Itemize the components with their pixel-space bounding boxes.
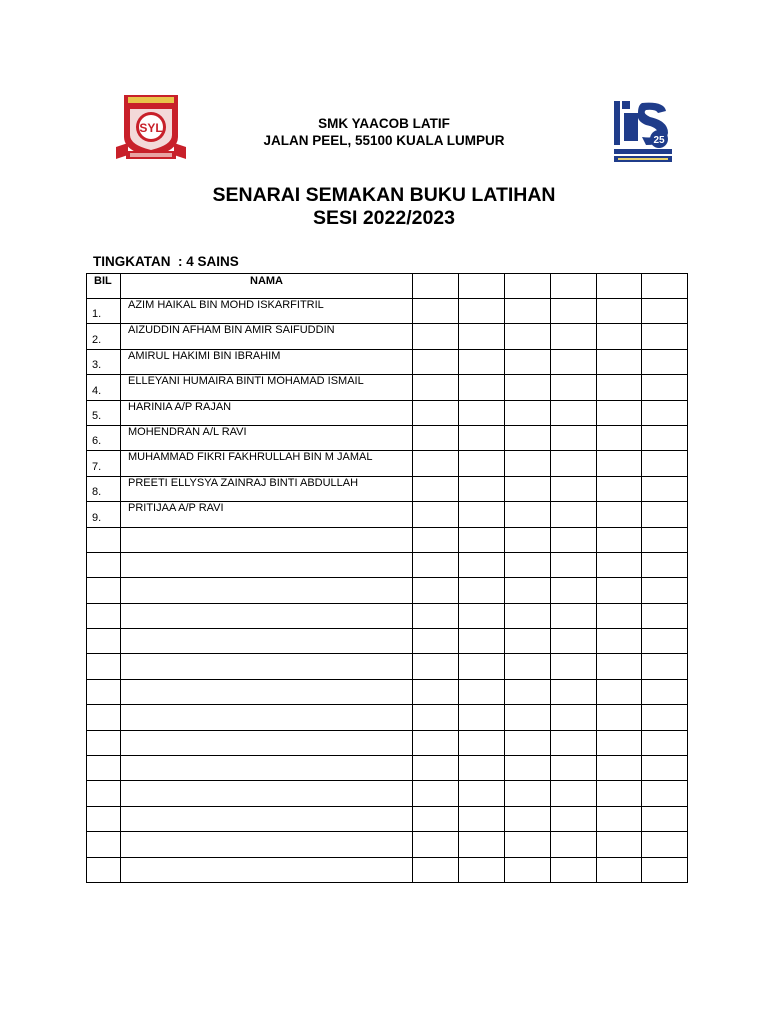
student-name: AMIRUL HAKIMI BIN IBRAHIM bbox=[121, 349, 413, 374]
check-cell bbox=[413, 756, 459, 781]
check-cell bbox=[642, 425, 688, 450]
row-number bbox=[87, 832, 121, 857]
check-cell bbox=[642, 629, 688, 654]
check-cell bbox=[551, 578, 597, 603]
check-cell bbox=[413, 527, 459, 552]
table-row bbox=[87, 349, 688, 374]
check-cell bbox=[413, 375, 459, 400]
check-cell bbox=[597, 806, 642, 831]
table-row bbox=[87, 756, 688, 781]
check-cell bbox=[597, 425, 642, 450]
title-line-1: SENARAI SEMAKAN BUKU LATIHAN bbox=[212, 184, 556, 206]
check-cell bbox=[642, 324, 688, 349]
check-cell bbox=[551, 781, 597, 806]
check-cell bbox=[505, 375, 551, 400]
document-title bbox=[0, 184, 768, 230]
check-cell bbox=[642, 654, 688, 679]
check-cell bbox=[551, 451, 597, 476]
check-cell bbox=[505, 425, 551, 450]
check-cell bbox=[597, 629, 642, 654]
table-row bbox=[87, 629, 688, 654]
table-header-row bbox=[87, 274, 688, 299]
table-row bbox=[87, 375, 688, 400]
bil-header: BIL bbox=[87, 274, 121, 299]
student-name bbox=[121, 629, 413, 654]
check-cell bbox=[642, 451, 688, 476]
check-cell bbox=[642, 578, 688, 603]
row-number: 4. bbox=[87, 375, 121, 400]
check-column-header bbox=[597, 274, 642, 299]
check-cell bbox=[642, 349, 688, 374]
check-cell bbox=[459, 832, 505, 857]
check-cell bbox=[413, 552, 459, 577]
check-column-header bbox=[413, 274, 459, 299]
check-cell bbox=[459, 705, 505, 730]
check-cell bbox=[459, 425, 505, 450]
table-row bbox=[87, 299, 688, 324]
check-cell bbox=[413, 705, 459, 730]
check-cell bbox=[551, 299, 597, 324]
check-cell bbox=[642, 730, 688, 755]
check-cell bbox=[459, 451, 505, 476]
student-name: AIZUDDIN AFHAM BIN AMIR SAIFUDDIN bbox=[121, 324, 413, 349]
student-name bbox=[121, 806, 413, 831]
check-cell bbox=[413, 629, 459, 654]
table-row bbox=[87, 857, 688, 882]
check-cell bbox=[459, 375, 505, 400]
check-cell bbox=[505, 552, 551, 577]
row-number bbox=[87, 527, 121, 552]
check-cell bbox=[413, 324, 459, 349]
student-name bbox=[121, 654, 413, 679]
student-name bbox=[121, 705, 413, 730]
check-cell bbox=[597, 349, 642, 374]
check-cell bbox=[642, 502, 688, 527]
student-name: AZIM HAIKAL BIN MOHD ISKARFITRIL bbox=[121, 299, 413, 324]
student-name bbox=[121, 730, 413, 755]
student-name: HARINIA A/P RAJAN bbox=[121, 400, 413, 425]
student-name bbox=[121, 578, 413, 603]
student-name: MUHAMMAD FIKRI FAKHRULLAH BIN M JAMAL bbox=[121, 451, 413, 476]
row-number bbox=[87, 603, 121, 628]
check-cell bbox=[413, 857, 459, 882]
table-row bbox=[87, 679, 688, 704]
check-cell bbox=[642, 603, 688, 628]
check-cell bbox=[597, 552, 642, 577]
table-row bbox=[87, 476, 688, 501]
check-cell bbox=[459, 857, 505, 882]
student-name bbox=[121, 603, 413, 628]
row-number bbox=[87, 857, 121, 882]
check-cell bbox=[413, 502, 459, 527]
check-cell bbox=[413, 400, 459, 425]
check-cell bbox=[642, 527, 688, 552]
table-row bbox=[87, 806, 688, 831]
check-column-header bbox=[459, 274, 505, 299]
check-cell bbox=[413, 679, 459, 704]
check-cell bbox=[642, 679, 688, 704]
check-cell bbox=[551, 400, 597, 425]
row-number: 7. bbox=[87, 451, 121, 476]
check-cell bbox=[597, 832, 642, 857]
row-number: 5. bbox=[87, 400, 121, 425]
table-row bbox=[87, 832, 688, 857]
check-cell bbox=[459, 806, 505, 831]
check-cell bbox=[459, 756, 505, 781]
row-number: 2. bbox=[87, 324, 121, 349]
check-cell bbox=[551, 324, 597, 349]
row-number bbox=[87, 781, 121, 806]
table-row bbox=[87, 400, 688, 425]
check-cell bbox=[551, 425, 597, 450]
check-cell bbox=[642, 781, 688, 806]
check-cell bbox=[505, 502, 551, 527]
row-number bbox=[87, 806, 121, 831]
school-name: SMK YAACOB LATIF bbox=[318, 116, 450, 131]
row-number bbox=[87, 756, 121, 781]
row-number: 8. bbox=[87, 476, 121, 501]
check-cell bbox=[505, 476, 551, 501]
check-cell bbox=[642, 375, 688, 400]
check-cell bbox=[597, 756, 642, 781]
check-cell bbox=[505, 349, 551, 374]
check-cell bbox=[597, 451, 642, 476]
check-cell bbox=[551, 527, 597, 552]
table-body bbox=[87, 299, 688, 883]
check-cell bbox=[459, 654, 505, 679]
row-number: 6. bbox=[87, 425, 121, 450]
student-name bbox=[121, 832, 413, 857]
row-number bbox=[87, 730, 121, 755]
check-cell bbox=[597, 502, 642, 527]
check-cell bbox=[551, 832, 597, 857]
check-cell bbox=[551, 806, 597, 831]
check-cell bbox=[505, 832, 551, 857]
check-cell bbox=[505, 756, 551, 781]
check-cell bbox=[413, 603, 459, 628]
check-cell bbox=[551, 629, 597, 654]
check-cell bbox=[413, 349, 459, 374]
table-row bbox=[87, 705, 688, 730]
check-cell bbox=[642, 705, 688, 730]
row-number: 9. bbox=[87, 502, 121, 527]
row-number bbox=[87, 552, 121, 577]
check-cell bbox=[459, 679, 505, 704]
check-cell bbox=[413, 476, 459, 501]
student-name bbox=[121, 527, 413, 552]
check-cell bbox=[597, 730, 642, 755]
student-name: PREETI ELLYSYA ZAINRAJ BINTI ABDULLAH bbox=[121, 476, 413, 501]
check-cell bbox=[597, 578, 642, 603]
check-cell bbox=[551, 857, 597, 882]
class-info: TINGKATAN : 4 SAINS bbox=[93, 254, 239, 269]
check-cell bbox=[551, 756, 597, 781]
check-cell bbox=[505, 730, 551, 755]
check-cell bbox=[413, 832, 459, 857]
school-logo-text: SYL bbox=[139, 121, 163, 135]
check-cell bbox=[505, 527, 551, 552]
check-cell bbox=[505, 578, 551, 603]
check-cell bbox=[597, 679, 642, 704]
check-cell bbox=[459, 552, 505, 577]
check-cell bbox=[459, 349, 505, 374]
table-row bbox=[87, 730, 688, 755]
student-name: MOHENDRAN A/L RAVI bbox=[121, 425, 413, 450]
check-column-header bbox=[505, 274, 551, 299]
row-number bbox=[87, 629, 121, 654]
student-name bbox=[121, 679, 413, 704]
table-row bbox=[87, 781, 688, 806]
check-cell bbox=[597, 857, 642, 882]
check-cell bbox=[413, 299, 459, 324]
check-cell bbox=[642, 806, 688, 831]
table-row bbox=[87, 603, 688, 628]
title-line-2: SESI 2022/2023 bbox=[312, 207, 456, 229]
check-cell bbox=[459, 400, 505, 425]
check-cell bbox=[597, 400, 642, 425]
check-cell bbox=[597, 375, 642, 400]
check-cell bbox=[597, 299, 642, 324]
row-number bbox=[87, 679, 121, 704]
table-row bbox=[87, 654, 688, 679]
check-cell bbox=[551, 654, 597, 679]
check-cell bbox=[459, 781, 505, 806]
check-cell bbox=[642, 299, 688, 324]
row-number bbox=[87, 654, 121, 679]
check-cell bbox=[459, 603, 505, 628]
table-row bbox=[87, 425, 688, 450]
row-number bbox=[87, 578, 121, 603]
check-cell bbox=[459, 629, 505, 654]
student-name bbox=[121, 781, 413, 806]
check-cell bbox=[551, 730, 597, 755]
check-cell bbox=[413, 578, 459, 603]
check-cell bbox=[642, 476, 688, 501]
table-row bbox=[87, 502, 688, 527]
check-cell bbox=[459, 324, 505, 349]
check-cell bbox=[505, 679, 551, 704]
check-cell bbox=[551, 552, 597, 577]
checklist-table bbox=[86, 273, 688, 883]
check-cell bbox=[505, 781, 551, 806]
check-cell bbox=[505, 451, 551, 476]
check-cell bbox=[505, 400, 551, 425]
check-cell bbox=[459, 502, 505, 527]
org-logo-text: 25 bbox=[653, 135, 665, 146]
check-cell bbox=[642, 400, 688, 425]
check-cell bbox=[551, 679, 597, 704]
check-cell bbox=[597, 476, 642, 501]
check-cell bbox=[551, 705, 597, 730]
check-cell bbox=[551, 502, 597, 527]
check-cell bbox=[597, 527, 642, 552]
table-row bbox=[87, 324, 688, 349]
student-name bbox=[121, 857, 413, 882]
student-name: ELLEYANI HUMAIRA BINTI MOHAMAD ISMAIL bbox=[121, 375, 413, 400]
check-cell bbox=[642, 552, 688, 577]
check-cell bbox=[505, 629, 551, 654]
check-cell bbox=[413, 425, 459, 450]
check-cell bbox=[551, 349, 597, 374]
check-cell bbox=[551, 603, 597, 628]
student-name: PRITIJAA A/P RAVI bbox=[121, 502, 413, 527]
check-cell bbox=[413, 781, 459, 806]
table-row bbox=[87, 527, 688, 552]
check-cell bbox=[459, 527, 505, 552]
check-cell bbox=[505, 603, 551, 628]
check-cell bbox=[505, 857, 551, 882]
check-cell bbox=[413, 654, 459, 679]
student-name bbox=[121, 756, 413, 781]
check-cell bbox=[597, 705, 642, 730]
check-cell bbox=[413, 730, 459, 755]
student-name bbox=[121, 552, 413, 577]
school-address: JALAN PEEL, 55100 KUALA LUMPUR bbox=[263, 133, 505, 148]
row-number: 1. bbox=[87, 299, 121, 324]
check-cell bbox=[597, 324, 642, 349]
check-cell bbox=[597, 781, 642, 806]
nama-header: NAMA bbox=[121, 274, 413, 299]
check-cell bbox=[642, 857, 688, 882]
table-row bbox=[87, 451, 688, 476]
check-cell bbox=[413, 451, 459, 476]
check-cell bbox=[505, 654, 551, 679]
check-cell bbox=[642, 832, 688, 857]
check-cell bbox=[551, 476, 597, 501]
check-cell bbox=[459, 476, 505, 501]
check-column-header bbox=[642, 274, 688, 299]
check-cell bbox=[597, 654, 642, 679]
check-cell bbox=[505, 299, 551, 324]
check-cell bbox=[459, 299, 505, 324]
row-number: 3. bbox=[87, 349, 121, 374]
check-cell bbox=[505, 806, 551, 831]
table-row bbox=[87, 578, 688, 603]
check-column-header bbox=[551, 274, 597, 299]
check-cell bbox=[413, 806, 459, 831]
check-cell bbox=[505, 324, 551, 349]
check-cell bbox=[551, 375, 597, 400]
row-number bbox=[87, 705, 121, 730]
check-cell bbox=[459, 578, 505, 603]
check-cell bbox=[505, 705, 551, 730]
check-cell bbox=[642, 756, 688, 781]
school-header bbox=[0, 115, 768, 149]
table-row bbox=[87, 552, 688, 577]
check-cell bbox=[459, 730, 505, 755]
check-cell bbox=[597, 603, 642, 628]
